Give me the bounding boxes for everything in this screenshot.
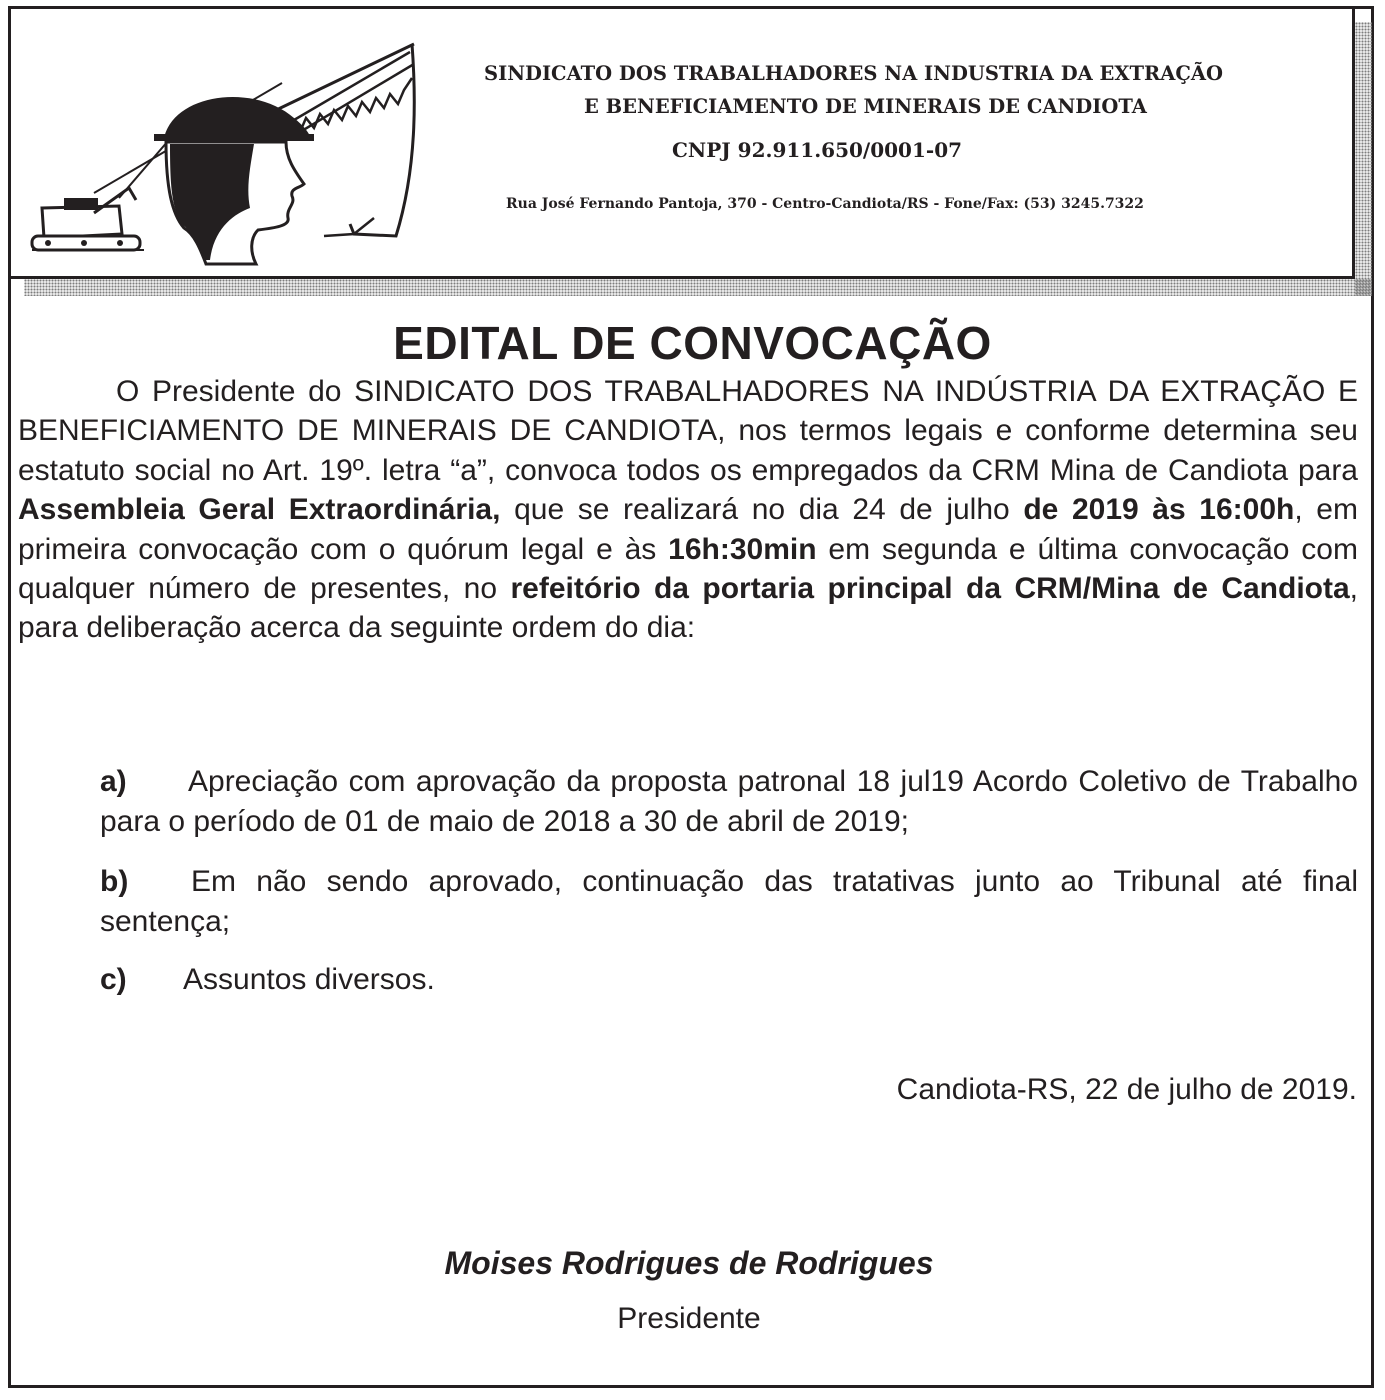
meeting-location: refeitório da portaria principal da CRM/Mina de Candiota (510, 572, 1350, 606)
agenda-item-label: c) (100, 963, 127, 996)
union-logo-icon (24, 38, 424, 268)
agenda-item-text: Em não sendo aprovado, continuação das tratativas junto ao Tribunal até final sentença; (100, 865, 1358, 938)
meeting-type: Assembleia Geral Extraordinária, (18, 493, 501, 527)
signatory-role: Presidente (617, 1302, 761, 1335)
document-title: EDITAL DE CONVOCAÇÃO (393, 317, 992, 369)
first-call-time: de 2019 às 16:00h (1023, 493, 1295, 527)
body-text-segment: que se realizará no dia 24 de julho (500, 493, 1024, 527)
header-shadow (1355, 22, 1372, 296)
union-cnpj: CNPJ 92.911.650/0001-07 (672, 138, 963, 162)
union-name-line2: E BENEFICIAMENTO DE MINERAIS DE CANDIOTA (584, 95, 1147, 118)
place-and-date: Candiota-RS, 22 de julho de 2019. (896, 1073, 1357, 1106)
agenda-item (100, 960, 1358, 1000)
agenda-item-text: Assuntos diversos. (183, 963, 435, 996)
agenda-item (100, 862, 1358, 942)
body-text-segment: , em primeira convocação com o quórum legal e às (18, 493, 1358, 566)
body-text-segment: , para deliberação acerca da seguinte ordem do dia: (18, 572, 1359, 645)
agenda-item-text: Apreciação com aprovação da proposta patronal 18 jul19 Acordo Coletivo de Trabalho para o período de 01 de maio de 2018 a 30 de abril de 2019; (100, 765, 1358, 838)
convocation-paragraph (18, 372, 1358, 648)
agenda-item-label: a) (100, 765, 127, 798)
header-shadow (24, 279, 1372, 296)
second-call-time: 16h:30min (668, 532, 817, 566)
union-address: Rua José Fernando Pantoja, 370 - Centro-Candiota/RS - Fone/Fax: (53) 3245.7322 (506, 196, 1144, 212)
agenda-item (100, 762, 1358, 842)
signatory-name: Moises Rodrigues de Rodrigues (444, 1245, 934, 1281)
agenda-item-label: b) (100, 865, 129, 898)
body-text-segment: O Presidente do SINDICATO DOS TRABALHADORES NA INDÚSTRIA DA EXTRAÇÃO E BENEFICIAMENTO DE MINERAIS DE CANDIOTA, nos termos legais e conforme determina seu estatuto social no Art. 19º. letra “a”, convoca todos os empregados da CRM Mina de Candiota para (18, 375, 1358, 487)
body-text-segment: em segunda e última convocação com qualquer número de presentes, no (18, 532, 1358, 606)
union-name-line1: SINDICATO DOS TRABALHADORES NA INDUSTRIA DA EXTRAÇÃO (484, 62, 1224, 85)
